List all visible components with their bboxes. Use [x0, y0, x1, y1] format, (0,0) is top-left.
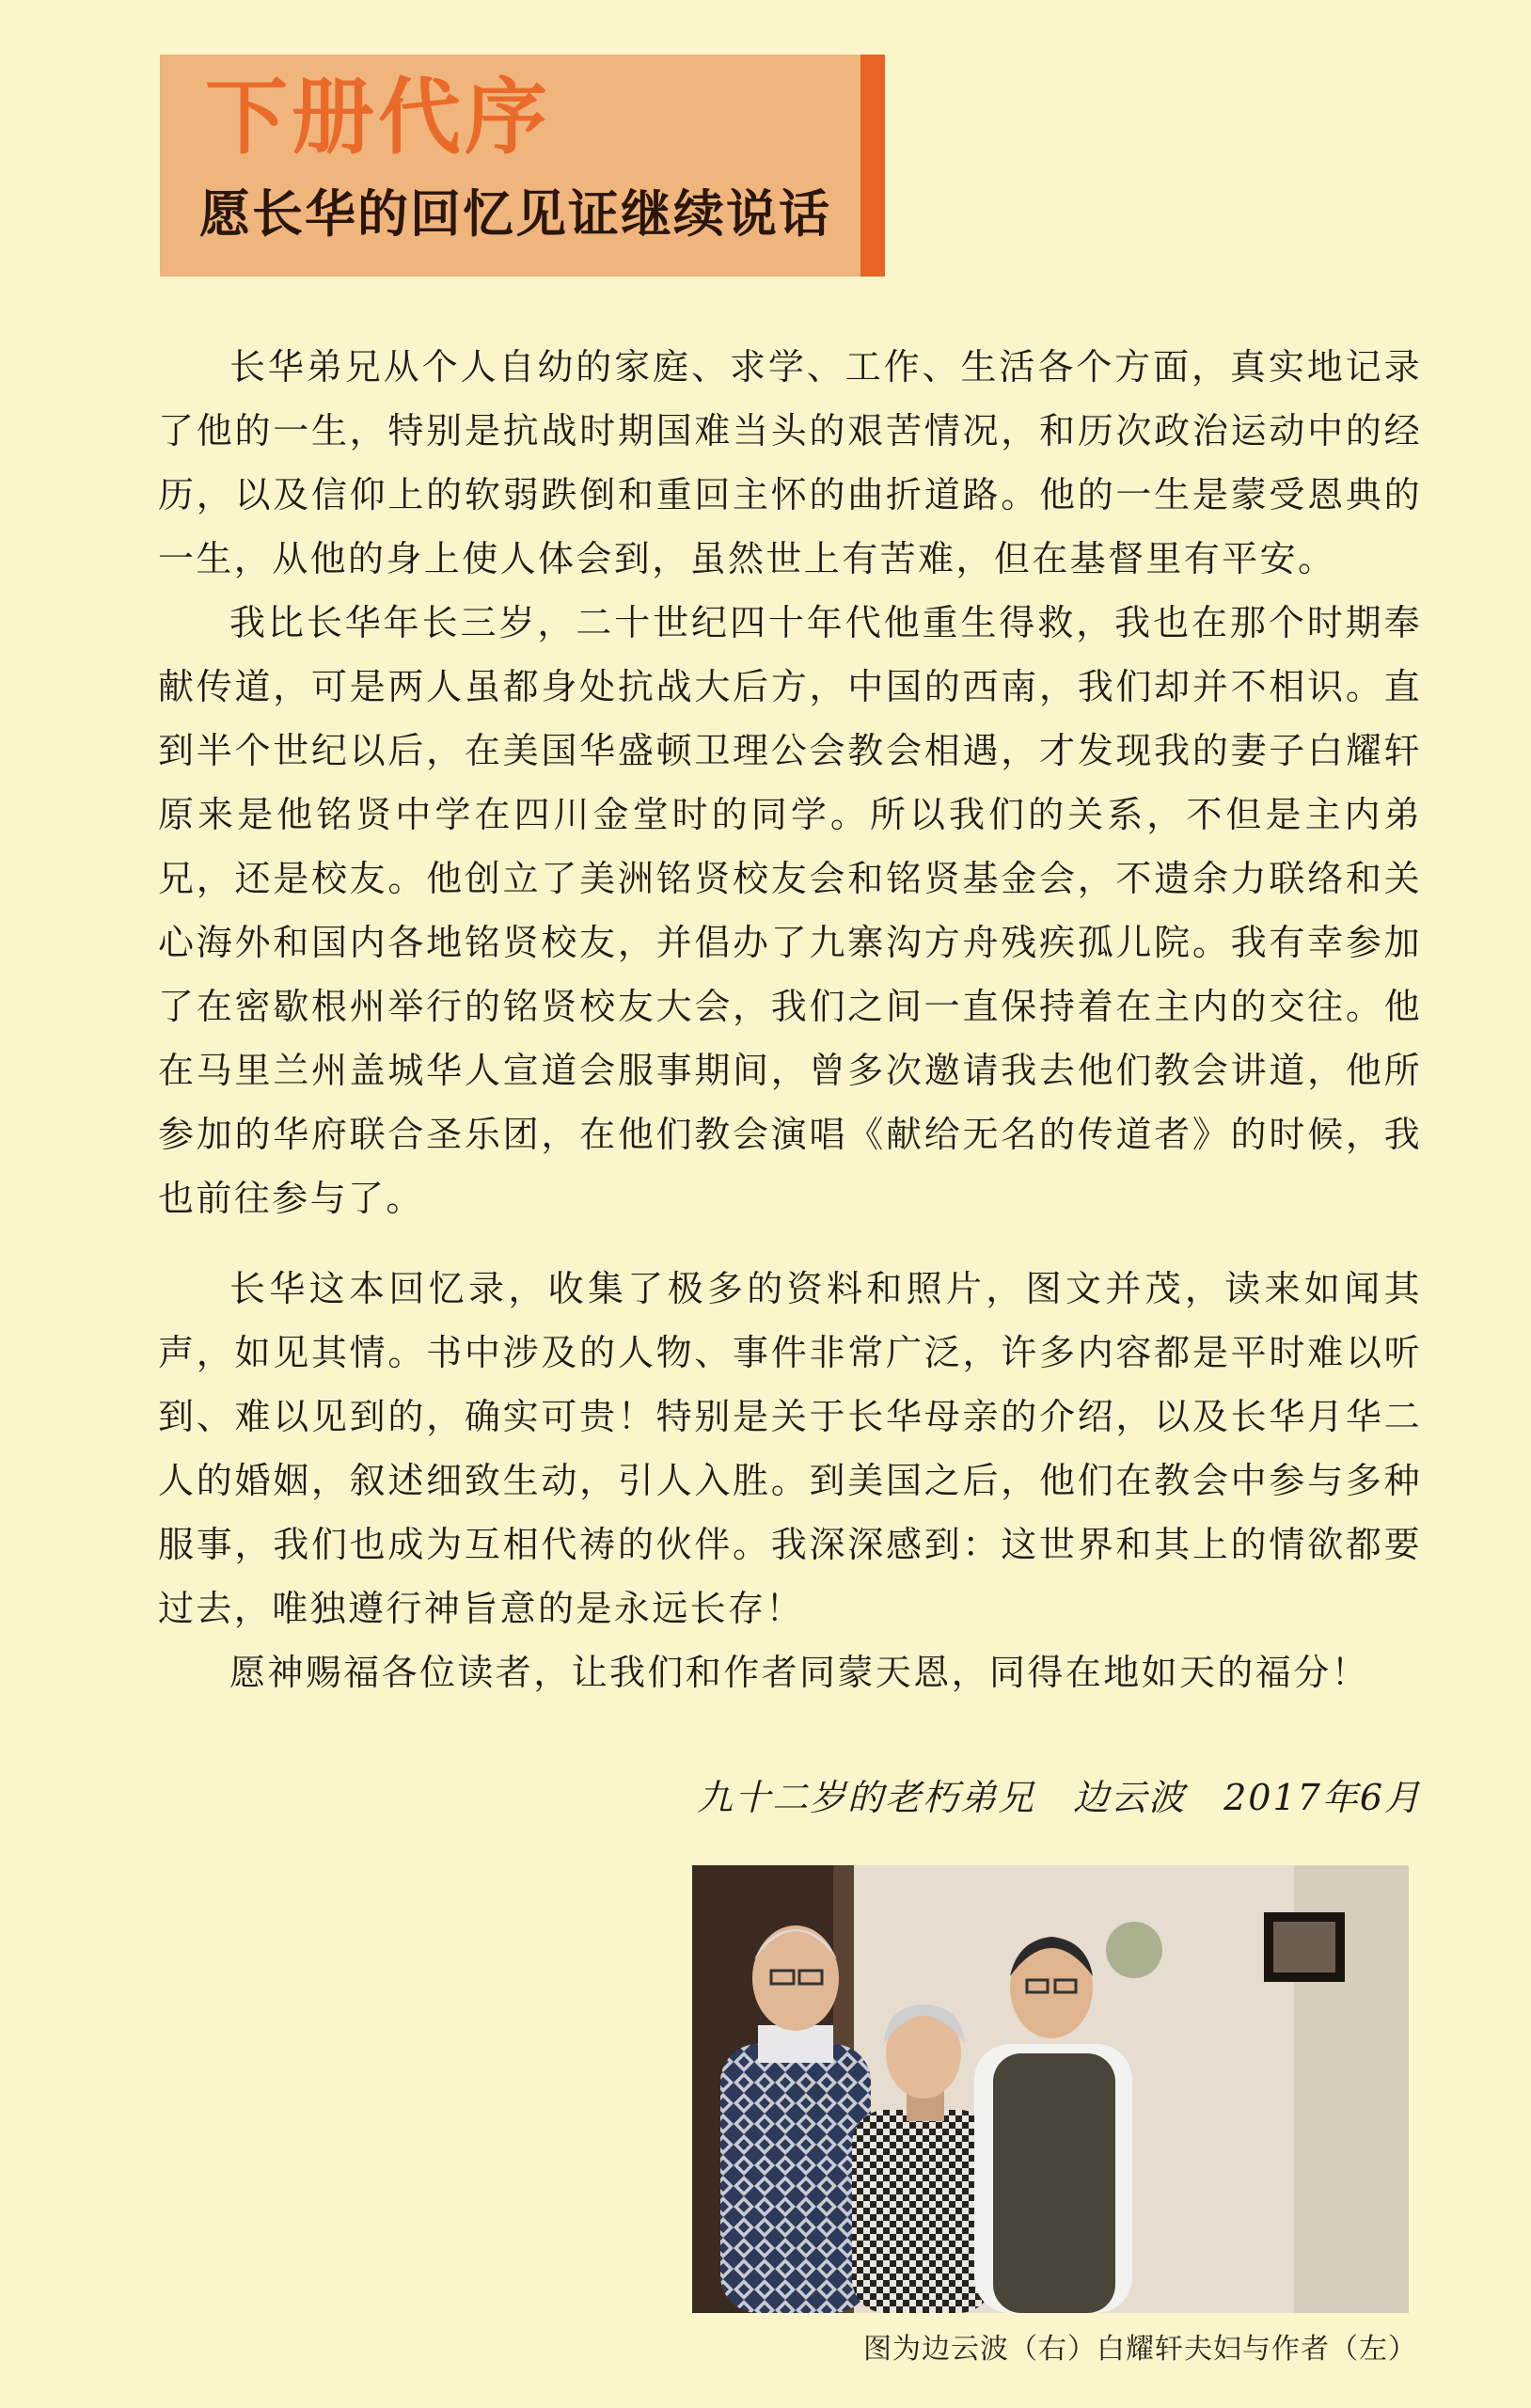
paragraph-2: 我比长华年长三岁，二十世纪四十年代他重生得救，我也在那个时期奉献传道，可是两人虽都身处抗战大后方，中国的西南，我们却并不相识。直到半个世纪以后，在美国华盛顿卫理公会教会相遇，才发现我的妻子白耀轩原来是他铭贤中学在四川金堂时的同学。所以我们的关系，不但是主内弟兄，还是校友。他创立了美洲铭贤校友会和铭贤基金会，不遗余力联络和关心海外和国内各地铭贤校友，并倡办了九寨沟方舟残疾孤儿院。我有幸参加了在密歇根州举行的铭贤校友大会，我们之间一直保持着在主内的交往。他在马里兰州盖城华人宣道会服事期间，曾多次邀请我去他们教会讲道，他所参加的华府联合圣乐团，在他们教会演唱《献给无名的传道者》的时候，我也前往参与了。	[158, 602, 1422, 1219]
paragraph-3: 长华这本回忆录，收集了极多的资料和照片，图文并茂，读来如闻其声，如见其情。书中涉及的人物、事件非常广泛，许多内容都是平时难以听到、难以见到的，确实可贵！特别是关于长华母亲的介绍，以及长华月华二人的婚姻，叙述细致生动，引人入胜。到美国之后，他们在教会中参与多种服事，我们也成为互相代祷的伙伴。我深深感到：这世界和其上的情欲都要过去，唯独遵行神旨意的是永远长存！	[158, 1268, 1422, 1629]
chapter-subtitle: 愿长华的回忆见证继续说话	[199, 183, 831, 244]
chapter-header	[160, 55, 885, 277]
signature-line	[697, 1768, 1422, 1820]
chapter-title: 下册代序	[205, 68, 552, 166]
paragraph-1: 长华弟兄从个人自幼的家庭、求学、工作、生活各个方面，真实地记录了他的一生，特别是抗战时期国难当头的艰苦情况，和历次政治运动中的经历，以及信仰上的软弱跌倒和重回主怀的曲折道路。他的一生是蒙受恩典的一生，从他的身上使人体会到，虽然世上有苦难，但在基督里有平安。	[158, 346, 1422, 579]
signature-name: 边云波	[1073, 1777, 1187, 1818]
signature-title: 九十二岁的老朽弟兄	[697, 1777, 1036, 1818]
photo-caption: 图为边云波（右）白耀轩夫妇与作者（左）	[863, 2333, 1417, 2366]
signature-date: 2017年6月	[1223, 1777, 1422, 1818]
photo-illustration	[692, 1865, 1409, 2313]
group-photo	[692, 1865, 1409, 2313]
paragraph-4: 愿神赐福各位读者，让我们和作者同蒙天恩，同得在地如天的福分！	[229, 1652, 1370, 1693]
preface-body	[158, 335, 1422, 1704]
